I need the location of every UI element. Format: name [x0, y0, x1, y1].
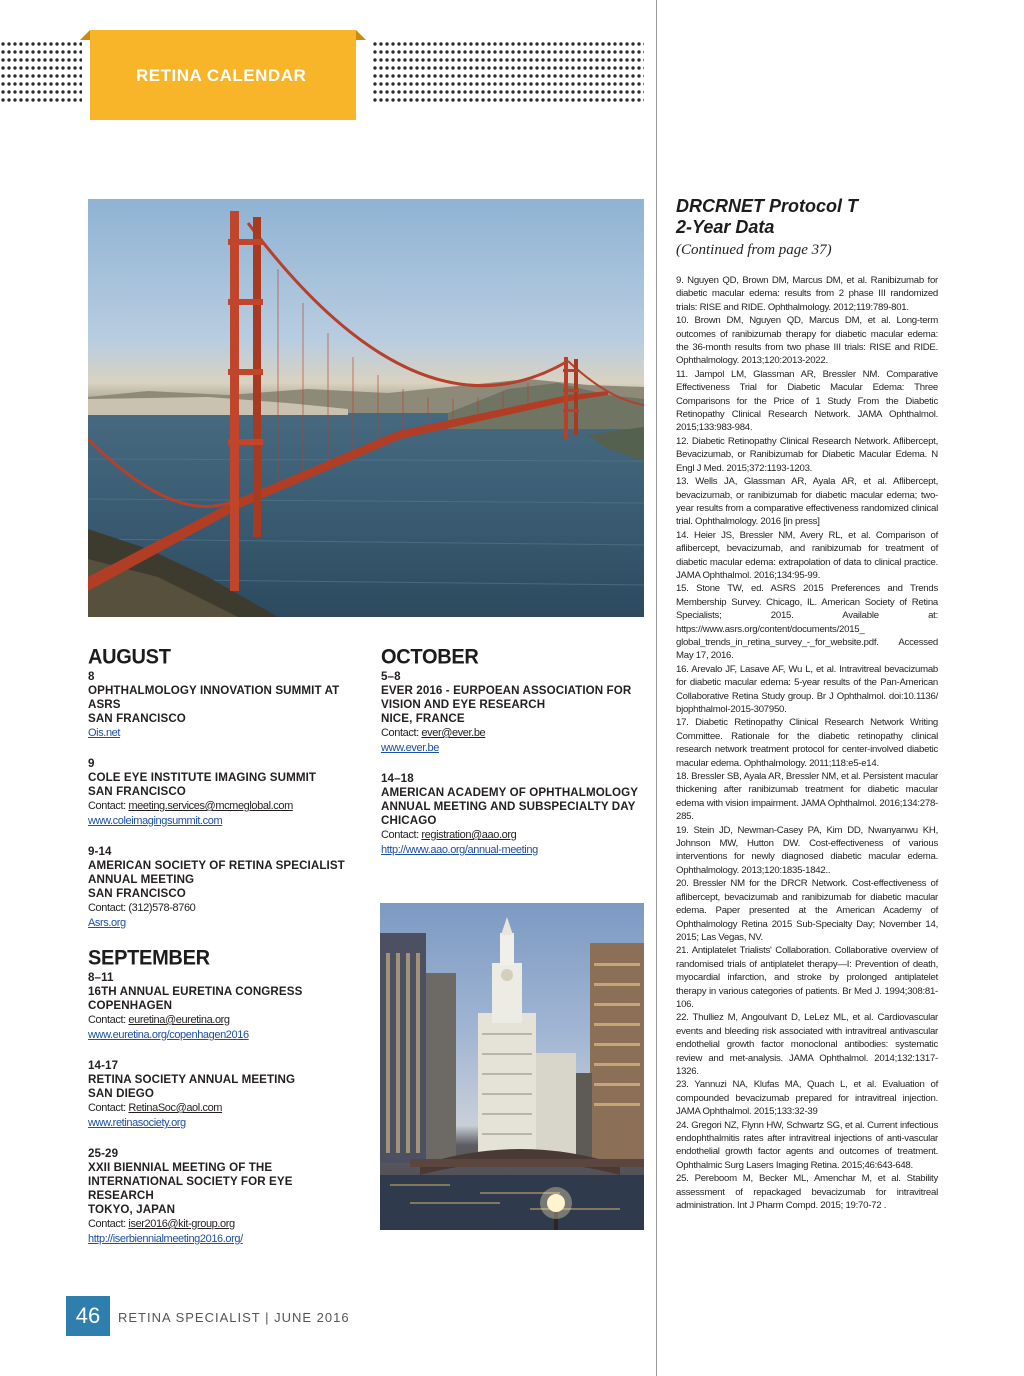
calendar-event [88, 845, 358, 931]
contact-label: Contact: [88, 1102, 129, 1114]
contact-label: Contact: [88, 1014, 129, 1026]
calendar-column-middle [381, 646, 643, 874]
event-website-link[interactable]: www.ever.be [381, 742, 439, 754]
reference-item: 18. Bressler SB, Ayala AR, Bressler NM, et al. Persistent macular thickening after ranibizumab treatment for diabetic macular edema with vision impairment. JAMA Ophthalmol. 2016;134:278-285. [676, 771, 938, 823]
month-section [88, 947, 358, 1247]
reference-item: 9. Nguyen QD, Brown DM, Marcus DM, et al. Ranibizumab for diabetic macular edema: results from 2 phase III randomized trials: RISE and RIDE. Ophthalmology. 2012;119:789-801. [676, 275, 938, 313]
event-contact [88, 1217, 358, 1232]
contact-label: Contact: [88, 1218, 129, 1230]
month-heading: AUGUST [88, 645, 171, 669]
reference-item: 11. Jampol LM, Glassman AR, Bressler NM. Comparative Effectiveness Trial for Diabetic Macular Edema: Three Comparisons for the Price of 1 Study From the Diabetic Retinopathy Clinical Research Network. JAMA Ophthalmol. 2015;133:983-984. [676, 368, 938, 434]
section-banner [90, 30, 356, 120]
footer-separator: | [265, 1310, 270, 1325]
month-section [88, 646, 358, 931]
banner-fold-right [356, 30, 366, 40]
event-date: 5–8 [381, 670, 401, 683]
event-website-link[interactable]: http://www.aao.org/annual-meeting [381, 844, 538, 856]
article-title-line: DRCRNET Protocol T [676, 196, 858, 216]
event-contact [88, 799, 358, 814]
calendar-event [381, 670, 643, 756]
reference-item: 17. Diabetic Retinopathy Clinical Research Network Writing Committee. Rationale for the diabetic retinopathy clinical research network treatment protocol for center-involved diabetic macular edema. Ophthalmology. 2011;118:e5-e14. [676, 717, 938, 769]
month-section [381, 646, 643, 858]
column-divider [656, 0, 657, 1376]
footer-running-title [118, 1310, 350, 1325]
month-heading: SEPTEMBER [88, 946, 210, 970]
contact-label: Contact: [88, 800, 129, 812]
reference-item: 25. Pereboom M, Becker ML, Amenchar M, et al. Stability assessment of repackaged bevacizumab for intravitreal administration. Int J Pharm Compd. 2015; 19:70-72 . [676, 1173, 938, 1212]
contact-email-link[interactable]: euretina@euretina.org [128, 1014, 230, 1026]
event-name: COLE EYE INSTITUTE IMAGING SUMMIT [88, 771, 317, 784]
reference-item: 22. Thulliez M, Angoulvant D, LeLez ML, et al. Cardiovascular events and bleeding risk associated with intravitreal antivascular endothelial growth factor monoclonal antibodies: systematic review and met-analysis. JAMA Ophthalmol. 2014;132:1317-1326. [676, 1012, 938, 1077]
banner-fold-left [80, 30, 90, 40]
event-contact [381, 726, 643, 741]
reference-item: 15. Stone TW, ed. ASRS 2015 Preferences and Trends Membership Survey. Chicago, IL. American Society of Retina Specialists; 2015. Available at: https://www.asrs.org/content/documents/2015_ global_trends_in_retina_survey_-_for_website.pdf. Accessed May 17, 2016. [676, 583, 938, 662]
event-date: 9 [88, 757, 95, 770]
event-name: EVER 2016 - EURPOEAN ASSOCIATION FOR VISION AND EYE RESEARCH [381, 684, 632, 711]
event-date: 8 [88, 670, 95, 683]
contact-email-link[interactable]: registration@aao.org [421, 829, 517, 841]
reference-item: 24. Gregori NZ, Flynn HW, Schwartz SG, et al. Current infectious endophthalmitis rates after intravitreal injections of anti-vascular endothelial growth factor agents and outcomes of treatment. Ophthalmic Surg Lasers Imaging Retina. 2015;46:643-648. [676, 1119, 938, 1171]
calendar-event [88, 670, 358, 741]
event-location: NICE, FRANCE [381, 712, 465, 725]
issue-date: JUNE 2016 [274, 1310, 350, 1325]
event-location: COPENHAGEN [88, 999, 173, 1012]
event-website-link[interactable]: Ois.net [88, 727, 121, 739]
calendar-event [88, 971, 358, 1043]
contact-label: Contact: [88, 902, 129, 914]
event-location: SAN FRANCISCO [88, 785, 186, 798]
calendar-event [88, 1147, 358, 1247]
continued-note: (Continued from page 37) [676, 242, 832, 258]
calendar-column-left [88, 646, 358, 1263]
reference-item: 13. Wells JA, Glassman AR, Ayala AR, et al. Aflibercept, bevacizumab, or ranibizumab for diabetic macular edema; two-year results from a comparative effectiveness randomized clinical trial. Ophthalmology. 2016 [in press] [676, 476, 938, 528]
reference-item: 14. Heier JS, Bressler NM, Avery RL, et al. Comparison of aflibercept, bevacizumab, and ranibizumab for treatment of diabetic macular edema: extrapolation of data to clinical practice. JAMA Ophthalmol. 2016;134:95-99. [676, 529, 938, 581]
article-title-line: 2-Year Data [676, 217, 775, 237]
reference-item: 16. Arevalo JF, Lasave AF, Wu L, et al. Intravitreal bevacizumab for diabetic macular edema: 5-year results of the Pan-American Collaborative Retina Study group. Br J Ophthalmol. doi:10.1136/ bjophthalmol-2015-307950. [676, 663, 938, 715]
event-name: AMERICAN SOCIETY OF RETINA SPECIALIST ANNUAL MEETING [88, 859, 345, 886]
event-location: CHICAGO [381, 814, 437, 827]
event-date: 14-17 [88, 1059, 119, 1072]
event-location: SAN FRANCISCO [88, 712, 186, 725]
page-number: 46 [66, 1296, 110, 1336]
event-name: RETINA SOCIETY ANNUAL MEETING [88, 1073, 296, 1086]
reference-item: 21. Antiplatelet Trialists' Collaboration. Collaborative overview of randomised trials of antiplatelet therapy—I: Prevention of death, myocardial infarction, and stroke by prolonged antiplatelet therapy in various categories of patients. Br Med J. 1994;308:81-106. [676, 945, 938, 1010]
event-location: SAN FRANCISCO [88, 887, 186, 900]
reference-item: 23. Yannuzi NA, Klufas MA, Quach L, et al. Evaluation of compounded bevacizumab prepared for intravitreal injection. JAMA Ophthalmol. 2015;133:32-39 [676, 1079, 938, 1118]
section-title: RETINA CALENDAR [136, 66, 307, 85]
contact-email-link[interactable]: ever@ever.be [421, 727, 486, 739]
event-name: OPHTHALMOLOGY INNOVATION SUMMIT AT ASRS [88, 684, 340, 711]
contact-label: Contact: [381, 727, 422, 739]
event-name: AMERICAN ACADEMY OF OPHTHALMOLOGY ANNUAL MEETING AND SUBSPECIALTY DAY [381, 786, 638, 813]
event-date: 14–18 [381, 772, 414, 785]
event-date: 8–11 [88, 971, 114, 984]
month-heading: OCTOBER [381, 645, 479, 669]
event-date: 25-29 [88, 1147, 119, 1160]
contact-email-link[interactable]: iser2016@kit-group.org [128, 1218, 235, 1230]
event-contact [381, 828, 643, 843]
event-contact [88, 1101, 358, 1116]
publication-name: RETINA SPECIALIST [118, 1310, 261, 1325]
event-website-link[interactable]: www.retinasociety.org [88, 1117, 186, 1129]
dot-pattern-left [0, 40, 82, 106]
calendar-event [88, 1059, 358, 1131]
event-website-link[interactable]: http://iserbiennialmeeting2016.org/ [88, 1233, 243, 1245]
reference-item: 19. Stein JD, Newman-Casey PA, Kim DD, Nwanyanwu KH, Johnson MW, Hutton DW. Cost-effectiveness of various interventions for newly diagnosed diabetic macular edema. Ophthalmology. 2013;120:1835-1842.. [676, 824, 938, 876]
reference-item: 12. Diabetic Retinopathy Clinical Research Network. Aflibercept, Bevacizumab, or Ranibizumab for Diabetic Macular Edema. N Engl J Med. 2015;372:1193-1203. [676, 435, 938, 474]
event-website-link[interactable]: www.euretina.org/copenhagen2016 [88, 1029, 249, 1041]
contact-email-link[interactable]: RetinaSoc@aol.com [128, 1102, 223, 1114]
contact-phone: (312)578-8760 [128, 902, 196, 914]
event-name: XXII BIENNIAL MEETING OF THE INTERNATIONAL SOCIETY FOR EYE RESEARCH [88, 1161, 293, 1202]
event-contact [88, 1013, 358, 1028]
event-location: TOKYO, JAPAN [88, 1203, 176, 1216]
chicago-river-photo [380, 903, 644, 1230]
reference-list [676, 274, 938, 1212]
event-date: 9-14 [88, 845, 112, 858]
calendar-event [381, 772, 643, 858]
event-website-link[interactable]: www.coleimagingsummit.com [88, 815, 223, 827]
contact-email-link[interactable]: meeting.services@mcmeglobal.com [128, 800, 293, 812]
reference-item: 20. Bressler NM for the DRCR Network. Cost-effectiveness of aflibercept, bevacizumab and ranibizumab for diabetic macular edema. Paper presented at the American Academy of Ophthalmology Retina 2015 Sub-Specialty Day; November 14, 2015; Las Vegas, NV. [676, 878, 938, 943]
article-column [676, 196, 938, 1212]
golden-gate-bridge-photo [88, 199, 644, 617]
dot-pattern-right [372, 40, 644, 106]
event-location: SAN DIEGO [88, 1087, 154, 1100]
event-website-link[interactable]: Asrs.org [88, 917, 126, 929]
calendar-event [88, 757, 358, 829]
contact-label: Contact: [381, 829, 422, 841]
event-name: 16TH ANNUAL EURETINA CONGRESS [88, 985, 303, 998]
reference-item: 10. Brown DM, Nguyen QD, Marcus DM, et al. Long-term outcomes of ranibizumab therapy for diabetic macular edema: the 36-month results from two phase III trials: RISE and RIDE. Ophthalmology. 2013;120:2013-2022. [676, 315, 938, 367]
event-contact [88, 901, 358, 916]
article-title [676, 196, 938, 238]
